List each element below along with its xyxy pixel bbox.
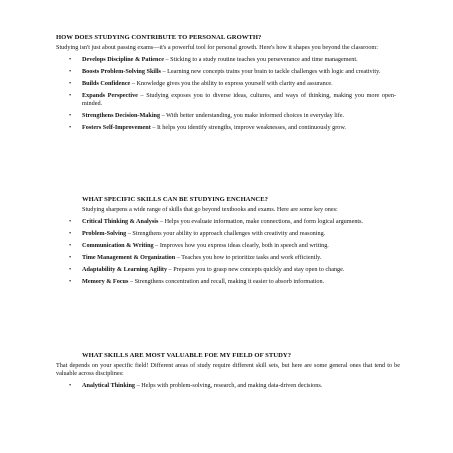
list-item (69, 253, 398, 262)
section-heading: WHAT SKILLS ARE MOST VALUABLE FOE MY FIELD OF STUDY? (82, 352, 292, 359)
item-text: – Learning new concepts trains your brain to tackle challenges with logic and creativity. (160, 67, 381, 75)
list-item (69, 217, 398, 226)
section-heading: HOW DOES STUDYING CONTRIBUTE TO PERSONAL GROWTH? (56, 34, 262, 41)
item-term: Strengthens Decision-Making (82, 111, 161, 119)
item-text: – Studying exposes you to diverse ideas, cultures, and ways of thinking, making you more open-minded. (82, 91, 397, 107)
item-term: Memory & Focus (82, 277, 129, 285)
bullet-icon: • (69, 91, 72, 99)
bullet-icon: • (69, 381, 72, 389)
list-item (69, 241, 398, 250)
item-text: – Helps with problem-solving, research, and making data-driven decisions. (135, 381, 323, 389)
bullet-icon: • (69, 217, 72, 225)
bullet-list (69, 381, 400, 390)
item-term: Boosts Problem-Solving Skills (82, 67, 161, 75)
list-item (69, 79, 396, 88)
item-text: – Sticking to a study routine teaches you perseverance and time management. (163, 55, 358, 63)
item-text: – It helps you identify strengths, improve weaknesses, and continuously grow. (150, 123, 346, 131)
section-intro: Studying sharpens a wide range of skills that go beyond textbooks and exams. Here are some key ones: (82, 206, 338, 213)
list-item (69, 123, 396, 132)
list-item (69, 111, 396, 120)
item-term: Problem-Solving (82, 229, 127, 237)
list-item (69, 229, 398, 238)
list-item (69, 67, 396, 76)
bullet-icon: • (69, 67, 72, 75)
bullet-icon: • (69, 241, 72, 249)
bullet-list (69, 217, 398, 286)
item-text: – Helps you evaluate information, make connections, and form logical arguments. (158, 217, 364, 225)
item-term: Fosters Self-Improvement (82, 123, 151, 131)
bullet-icon: • (69, 111, 72, 119)
item-term: Analytical Thinking (82, 381, 136, 389)
item-text: – Teaches you how to prioritize tasks and work efficiently. (175, 253, 322, 261)
bullet-list (69, 55, 397, 131)
list-item (69, 265, 398, 274)
item-term: Develops Discipline & Patience (82, 55, 164, 63)
item-term: Time Management & Organization (82, 253, 176, 261)
item-term: Adaptability & Learning Agility (82, 265, 168, 273)
item-text: – Knowledge gives you the ability to express yourself with clarity and assurance. (130, 79, 333, 87)
item-term: Expands Perspective (82, 91, 138, 99)
section-heading: WHAT SPECIFIC SKILLS CAN BE STUDYING ENCHANCE? (82, 196, 268, 203)
section-intro: That depends on your specific field! Different areas of study require different skill sets, but here are some general ones that tend to be valuable across disciplines: (56, 362, 400, 377)
section-valuable-skills (0, 352, 453, 389)
section-personal-growth (0, 34, 453, 131)
item-text: – Prepares you to grasp new concepts quickly and stay open to change. (167, 265, 345, 273)
item-text: – Strengthens your ability to approach challenges with creativity and reasoning. (126, 229, 326, 237)
list-item (69, 277, 398, 286)
list-item (69, 55, 396, 64)
item-term: Communication & Writing (82, 241, 154, 249)
section-specific-skills (0, 196, 453, 286)
item-text: – Strengthens concentration and recall, making it easier to absorb information. (128, 277, 325, 285)
bullet-icon: • (69, 265, 72, 273)
bullet-icon: • (69, 55, 72, 63)
bullet-icon: • (69, 277, 72, 285)
bullet-icon: • (69, 229, 72, 237)
bullet-icon: • (69, 123, 72, 131)
list-item (69, 381, 400, 390)
list-item (69, 91, 397, 107)
bullet-icon: • (69, 79, 72, 87)
item-term: Builds Confidence (82, 79, 131, 87)
item-text: – With better understanding, you make informed choices in everyday life. (160, 111, 345, 119)
item-text: – Improves how you express ideas clearly, both in speech and writing. (153, 241, 329, 249)
item-term: Critical Thinking & Analysis (82, 217, 159, 225)
section-intro: Studying isn't just about passing exams—it's a powerful tool for personal growth. Here's how it shapes you beyond the classroom: (56, 44, 378, 51)
bullet-icon: • (69, 253, 72, 261)
